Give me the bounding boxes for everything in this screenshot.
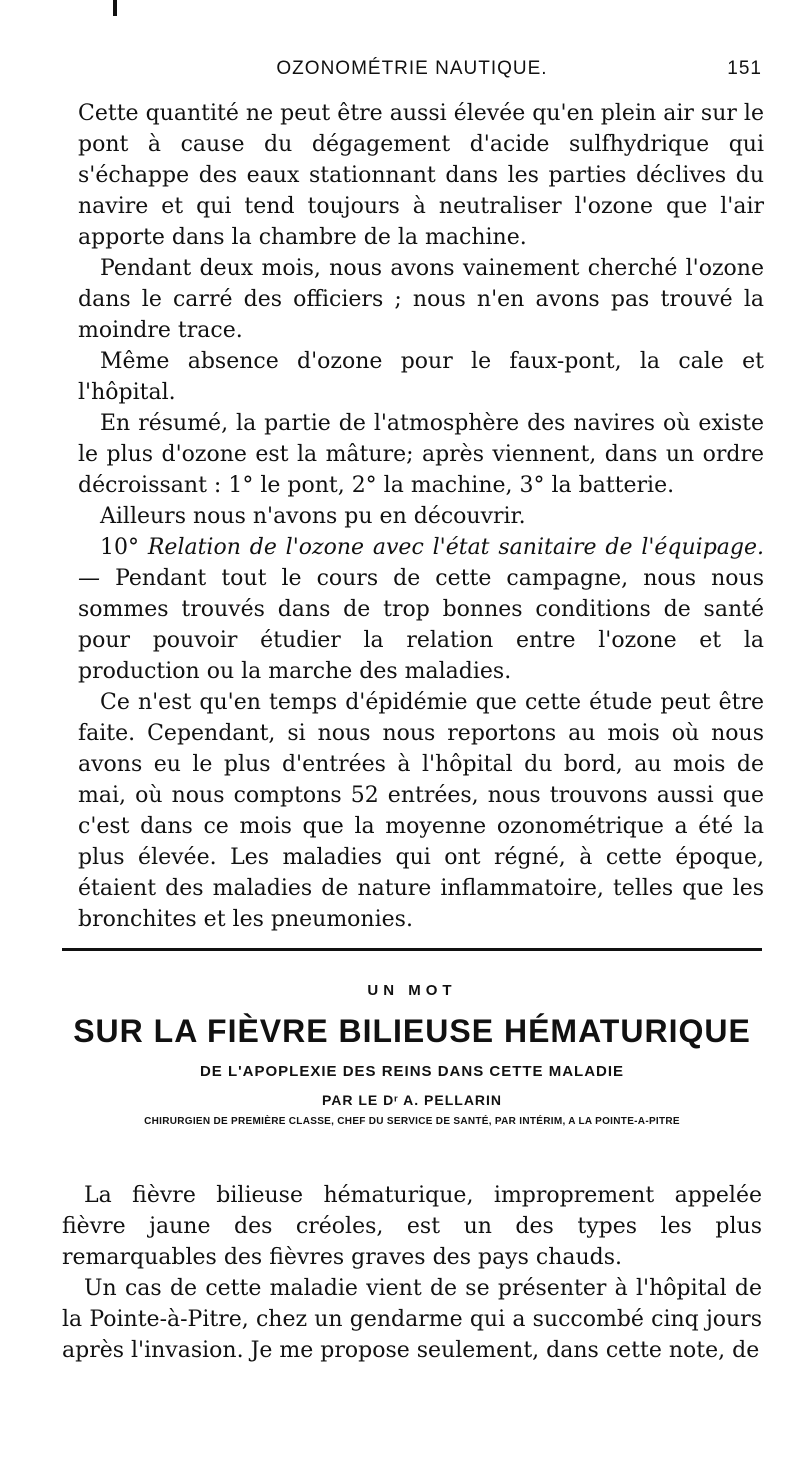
author-affiliation: CHIRURGIEN DE PREMIÈRE CLASSE, CHEF DU SERVICE DE SANTÉ, PAR INTÉRIM, A LA POINTE-A-PITRE bbox=[144, 1116, 680, 1127]
paragraph: Pendant deux mois, nous avons vainement cherché l'ozone dans le carré des officiers ; nous n'en avons pas trouvé la moindre trace. bbox=[78, 256, 764, 343]
paragraph-section-10 bbox=[78, 532, 764, 687]
article-subtitle: DE L'APOPLEXIE DES REINS DANS CETTE MALADIE bbox=[199, 1063, 625, 1080]
section-text: Pendant tout le cours de cette campagne, nous nous sommes trouvés dans de trop bonnes conditions de santé pour pouvoir étudier la relation entre l'ozone et la production ou la marche des maladies. bbox=[78, 566, 764, 684]
paragraph: La fièvre bilieuse hématurique, improprement appelée fièvre jaune des créoles, est un des types les plus remarquables des fièvres graves des pays chauds. bbox=[62, 1183, 762, 1270]
section-fievre bbox=[62, 1180, 762, 1366]
article-kicker: UN MOT bbox=[367, 982, 457, 999]
paragraph: Ailleurs nous n'avons pu en découvrir. bbox=[100, 504, 526, 529]
page-number: 151 bbox=[727, 58, 762, 79]
article-header bbox=[62, 982, 762, 1127]
paragraph: Un cas de cette maladie vient de se présenter à l'hôpital de la Pointe-à-Pitre, chez un gendarme qui a succombé cinq jours après l'invasion. Je me propose seulement, dans cette note, de bbox=[62, 1276, 762, 1363]
paragraph: Ce n'est qu'en temps d'épidémie que cette étude peut être faite. Cependant, si nous nous reportons au mois où nous avons eu le plus d'entrées à l'hôpital du bord, au mois de mai, où nous comptons 52 entrées, nous trouvons aussi que c'est dans ce mois que la moyenne ozonométrique a été la plus élevée. Les maladies qui ont régné, à cette époque, étaient des maladies de nature inflammatoire, telles que les bronchites et les pneumonies. bbox=[78, 690, 764, 932]
running-title: OZONOMÉTRIE NAUTIQUE. bbox=[276, 58, 548, 79]
paragraph: En résumé, la partie de l'atmosphère des navires où existe le plus d'ozone est la mâture; après viennent, dans un ordre décroissant : 1° le pont, 2° la machine, 3° la batterie. bbox=[78, 411, 764, 498]
paragraph: Cette quantité ne peut être aussi élevée qu'en plein air sur le pont à cause du dégagement d'acide sulfhydrique qui s'échappe des eaux stationnant dans les parties déclives du navire et qui tend toujours à neutraliser l'ozone que l'air apporte dans la chambre de la machine. bbox=[78, 101, 764, 250]
top-margin-mark bbox=[113, 0, 117, 16]
article-title: SUR LA FIÈVRE BILIEUSE HÉMATURIQUE bbox=[73, 1013, 751, 1049]
section-number: 10° bbox=[100, 535, 139, 560]
article-byline: PAR LE Dʳ A. PELLARIN bbox=[321, 1092, 503, 1108]
running-header bbox=[62, 58, 762, 86]
section-ozonometrie bbox=[78, 98, 764, 935]
section-heading: Relation de l'ozone avec l'état sanitaire de l'équipage.— bbox=[78, 535, 764, 591]
paragraph: Même absence d'ozone pour le faux-pont, la cale et l'hôpital. bbox=[78, 349, 764, 405]
section-divider bbox=[62, 948, 762, 951]
